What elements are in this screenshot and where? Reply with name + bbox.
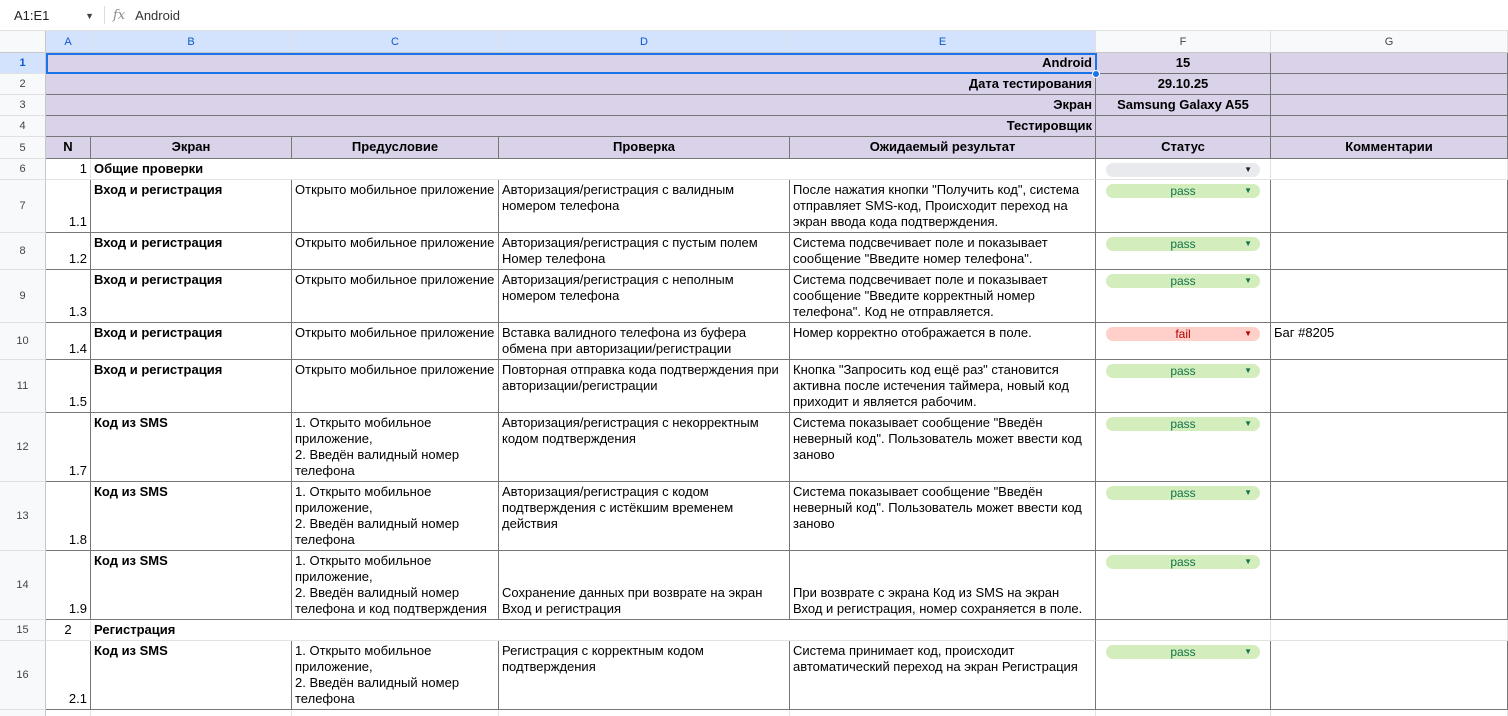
precondition-cell[interactable]: 1. Открыто мобильное приложение, 2. Введён валидный номер телефона <box>292 413 499 482</box>
status-cell[interactable] <box>1096 413 1271 482</box>
screen-cell[interactable]: Вход и регистрация <box>91 323 292 360</box>
comment-cell[interactable] <box>1271 180 1508 233</box>
status-label: pass <box>1170 237 1196 251</box>
row-header[interactable]: 1 <box>0 53 46 74</box>
cell-g1[interactable] <box>1271 53 1508 74</box>
expected-cell[interactable] <box>790 551 1096 620</box>
check-text: Сохранение данных при возврате на экран Вход и регистрация <box>502 585 763 616</box>
precondition-cell[interactable]: 1. Открыто мобильное приложение, 2. Введён валидный номер телефона <box>292 482 499 551</box>
comment-cell[interactable] <box>1271 270 1508 323</box>
sheet-row-12 <box>0 413 1508 482</box>
header-value-test-date[interactable]: 29.10.25 <box>1096 74 1271 95</box>
name-box-value: A1:E1 <box>14 7 50 23</box>
expected-cell[interactable]: Система подсвечивает поле и показывает сообщение "Введите корректный номер телефона". Код не отправляется. <box>790 270 1096 323</box>
screen-cell[interactable]: Вход и регистрация <box>91 233 292 270</box>
cell[interactable] <box>1271 710 1508 716</box>
header-label-test-date[interactable]: Дата тестирования <box>46 74 1096 95</box>
row-header[interactable]: 6 <box>0 159 46 180</box>
precondition-cell[interactable]: 1. Открыто мобильное приложение, 2. Введён валидный номер телефона и код подтверждения <box>292 551 499 620</box>
status-label: pass <box>1170 486 1196 500</box>
test-number[interactable] <box>46 180 91 233</box>
test-number-text: 1.5 <box>68 394 87 409</box>
expected-cell[interactable]: После нажатия кнопки "Получить код", система отправляет SMS-код, Происходит переход на экран ввода кода подтверждения. <box>790 180 1096 233</box>
status-label: pass <box>1170 184 1196 198</box>
row-header[interactable]: 2 <box>0 74 46 95</box>
sheet-row-5 <box>0 137 1508 159</box>
screen-cell[interactable]: Код из SMS <box>91 641 292 710</box>
comment-cell[interactable] <box>1271 641 1508 710</box>
col-header-e[interactable]: E <box>790 31 1096 53</box>
comment-cell[interactable] <box>1271 413 1508 482</box>
section-number[interactable]: 1 <box>46 159 91 180</box>
precondition-cell[interactable]: Открыто мобильное приложение <box>292 323 499 360</box>
test-number-text: 2.1 <box>68 691 87 706</box>
header-value-device[interactable]: Samsung Galaxy A55 <box>1096 95 1271 116</box>
row-header[interactable] <box>0 710 46 716</box>
test-number-text: 1.8 <box>68 532 87 547</box>
status-cell[interactable] <box>1096 159 1271 180</box>
cell[interactable] <box>91 710 292 716</box>
cell[interactable] <box>292 710 499 716</box>
test-number[interactable] <box>46 270 91 323</box>
status-label: fail <box>1175 327 1191 341</box>
sheet-row-16 <box>0 641 1508 710</box>
col-header-b[interactable]: B <box>91 31 292 53</box>
comment-cell[interactable] <box>1271 233 1508 270</box>
comment-cell[interactable]: Баг #8205 <box>1271 323 1508 360</box>
status-label: pass <box>1170 274 1196 288</box>
check-cell[interactable]: Авторизация/регистрация с кодом подтверждения с истёкшим временем действия <box>499 482 790 551</box>
col-title-status[interactable]: Статус <box>1096 137 1271 159</box>
select-all-corner[interactable] <box>0 31 46 53</box>
chevron-down-icon: ▼ <box>1244 165 1252 174</box>
header-label-tester[interactable]: Тестировщик <box>46 116 1096 137</box>
check-cell[interactable] <box>499 551 790 620</box>
status-dropdown[interactable] <box>1106 645 1260 659</box>
test-number[interactable] <box>46 323 91 360</box>
row-header[interactable]: 9 <box>0 270 46 323</box>
sheet-row-2 <box>0 74 1508 95</box>
sheet-row-11 <box>0 360 1508 413</box>
expected-cell[interactable]: Система показывает сообщение "Введён неверный код". Пользователь может ввести код заново <box>790 413 1096 482</box>
section-title[interactable]: Регистрация <box>91 620 1096 641</box>
chevron-down-icon: ▼ <box>1244 276 1252 285</box>
precondition-cell[interactable]: Открыто мобильное приложение <box>292 360 499 413</box>
status-cell[interactable] <box>1096 233 1271 270</box>
header-label-android[interactable]: Android <box>46 53 1096 74</box>
col-header-f[interactable]: F <box>1096 31 1271 53</box>
expected-cell[interactable]: Кнопка "Запросить код ещё раз" становится активна после истечения таймера, новый код приходит и является рабочим. <box>790 360 1096 413</box>
col-header-d[interactable]: D <box>499 31 790 53</box>
chevron-down-icon: ▼ <box>1244 488 1252 497</box>
status-cell[interactable] <box>1096 360 1271 413</box>
row-header[interactable]: 5 <box>0 137 46 159</box>
status-cell[interactable] <box>1096 620 1271 641</box>
section-number[interactable]: 2 <box>46 620 91 641</box>
test-number[interactable] <box>46 413 91 482</box>
status-cell[interactable] <box>1096 482 1271 551</box>
status-label: pass <box>1170 645 1196 659</box>
cell[interactable] <box>790 710 1096 716</box>
cell[interactable] <box>1096 710 1271 716</box>
formula-bar <box>0 0 1508 31</box>
row-header[interactable]: 12 <box>0 413 46 482</box>
screen-cell[interactable]: Вход и регистрация <box>91 270 292 323</box>
test-number-text: 1.2 <box>68 251 87 266</box>
expected-cell[interactable]: Номер корректно отображается в поле. <box>790 323 1096 360</box>
header-label-screen[interactable]: Экран <box>46 95 1096 116</box>
sheet-row-4 <box>0 116 1508 137</box>
cell[interactable] <box>499 710 790 716</box>
test-number-text: 1.1 <box>68 214 87 229</box>
col-header-g[interactable]: G <box>1271 31 1508 53</box>
sheet-row-10 <box>0 323 1508 360</box>
check-cell[interactable]: Авторизация/регистрация с пустым полем Номер телефона <box>499 233 790 270</box>
precondition-cell[interactable]: Открыто мобильное приложение <box>292 233 499 270</box>
col-title-n[interactable]: N <box>46 137 91 159</box>
status-dropdown[interactable] <box>1106 237 1260 251</box>
col-title-screen[interactable]: Экран <box>91 137 292 159</box>
status-cell[interactable] <box>1096 641 1271 710</box>
sheet-row-17 <box>0 710 1508 716</box>
chevron-down-icon: ▼ <box>1244 329 1252 338</box>
sheet-row-13 <box>0 482 1508 551</box>
col-title-expected[interactable]: Ожидаемый результат <box>790 137 1096 159</box>
row-header[interactable]: 3 <box>0 95 46 116</box>
check-cell[interactable]: Повторная отправка кода подтверждения при авторизации/регистрации <box>499 360 790 413</box>
precondition-cell[interactable]: 1. Открыто мобильное приложение, 2. Введён валидный номер телефона <box>292 641 499 710</box>
status-dropdown[interactable] <box>1106 327 1260 341</box>
test-number[interactable] <box>46 551 91 620</box>
test-number[interactable] <box>46 482 91 551</box>
chevron-down-icon: ▼ <box>1244 366 1252 375</box>
status-cell[interactable] <box>1096 270 1271 323</box>
check-cell[interactable]: Авторизация/регистрация с некорректным кодом подтверждения <box>499 413 790 482</box>
status-label: pass <box>1170 364 1196 378</box>
col-title-precondition[interactable]: Предусловие <box>292 137 499 159</box>
test-number-text: 1.9 <box>68 601 87 616</box>
expected-cell[interactable]: Система показывает сообщение "Введён неверный код". Пользователь может ввести код заново <box>790 482 1096 551</box>
test-number[interactable] <box>46 360 91 413</box>
row-header[interactable]: 8 <box>0 233 46 270</box>
row-header[interactable]: 14 <box>0 551 46 620</box>
status-dropdown[interactable] <box>1106 555 1260 569</box>
sheet-row-6 <box>0 159 1508 180</box>
sheet-row-8 <box>0 233 1508 270</box>
comment-cell[interactable] <box>1271 551 1508 620</box>
precondition-cell[interactable]: Открыто мобильное приложение <box>292 270 499 323</box>
status-dropdown[interactable] <box>1106 274 1260 288</box>
row-header[interactable]: 16 <box>0 641 46 710</box>
col-header-c[interactable]: C <box>292 31 499 53</box>
status-cell[interactable] <box>1096 180 1271 233</box>
screen-cell[interactable]: Вход и регистрация <box>91 180 292 233</box>
screen-cell[interactable]: Вход и регистрация <box>91 360 292 413</box>
screen-cell[interactable]: Код из SMS <box>91 413 292 482</box>
header-value-android[interactable]: 15 <box>1096 53 1271 74</box>
test-number[interactable] <box>46 641 91 710</box>
screen-cell[interactable]: Код из SMS <box>91 551 292 620</box>
row-header[interactable]: 10 <box>0 323 46 360</box>
sheet-row-14 <box>0 551 1508 620</box>
status-dropdown[interactable] <box>1106 364 1260 378</box>
status-dropdown[interactable] <box>1106 486 1260 500</box>
comment-cell[interactable] <box>1271 482 1508 551</box>
chevron-down-icon[interactable]: ▼ <box>85 10 94 21</box>
row-header[interactable]: 4 <box>0 116 46 137</box>
row-header[interactable]: 13 <box>0 482 46 551</box>
chevron-down-icon: ▼ <box>1244 186 1252 195</box>
sheet-row-1 <box>0 53 1508 74</box>
row-header[interactable]: 11 <box>0 360 46 413</box>
expected-text: При возврате с экрана Код из SMS на экран Вход и регистрация, номер сохраняется в поле. <box>793 585 1083 616</box>
expected-cell[interactable]: Система принимает код, происходит автоматический переход на экран Регистрация <box>790 641 1096 710</box>
cell-g3[interactable] <box>1271 95 1508 116</box>
section-title[interactable]: Общие проверки <box>91 159 1096 180</box>
check-cell[interactable]: Авторизация/регистрация с неполным номером телефона <box>499 270 790 323</box>
sheet-row-7 <box>0 180 1508 233</box>
status-label: pass <box>1170 555 1196 569</box>
row-header[interactable]: 7 <box>0 180 46 233</box>
expected-cell[interactable]: Система подсвечивает поле и показывает сообщение "Введите номер телефона". <box>790 233 1096 270</box>
check-cell[interactable]: Авторизация/регистрация с валидным номером телефона <box>499 180 790 233</box>
cell[interactable] <box>46 710 91 716</box>
status-cell[interactable] <box>1096 551 1271 620</box>
row-header[interactable]: 15 <box>0 620 46 641</box>
chevron-down-icon: ▼ <box>1244 419 1252 428</box>
formula-input[interactable]: Android <box>135 7 180 23</box>
precondition-cell[interactable]: Открыто мобильное приложение <box>292 180 499 233</box>
comment-cell[interactable] <box>1271 360 1508 413</box>
chevron-down-icon: ▼ <box>1244 647 1252 656</box>
status-label: pass <box>1170 417 1196 431</box>
test-number[interactable] <box>46 233 91 270</box>
chevron-down-icon: ▼ <box>1244 557 1252 566</box>
status-dropdown[interactable] <box>1106 417 1260 431</box>
status-dropdown[interactable] <box>1106 163 1260 177</box>
cell-g4[interactable] <box>1271 116 1508 137</box>
sheet-row-9 <box>0 270 1508 323</box>
status-dropdown[interactable] <box>1106 184 1260 198</box>
fx-icon: fx <box>113 7 126 23</box>
test-number-text: 1.3 <box>68 304 87 319</box>
col-header-a[interactable]: A <box>46 31 91 53</box>
col-title-comments[interactable]: Комментарии <box>1271 137 1508 159</box>
cell-g2[interactable] <box>1271 74 1508 95</box>
comment-cell[interactable] <box>1271 620 1508 641</box>
test-number-text: 1.7 <box>68 463 87 478</box>
check-cell[interactable]: Регистрация с корректным кодом подтверждения <box>499 641 790 710</box>
header-value-tester[interactable] <box>1096 116 1271 137</box>
col-title-check[interactable]: Проверка <box>499 137 790 159</box>
fill-handle[interactable] <box>1092 70 1100 78</box>
chevron-down-icon: ▼ <box>1244 239 1252 248</box>
name-box[interactable] <box>0 0 100 31</box>
divider <box>104 6 105 24</box>
screen-cell[interactable]: Код из SMS <box>91 482 292 551</box>
status-cell[interactable] <box>1096 323 1271 360</box>
sheet-row-3 <box>0 95 1508 116</box>
comment-cell[interactable] <box>1271 159 1508 180</box>
check-cell[interactable]: Вставка валидного телефона из буфера обмена при авторизации/регистрации <box>499 323 790 360</box>
test-number-text: 1.4 <box>68 341 87 356</box>
sheet-row-15 <box>0 620 1508 641</box>
